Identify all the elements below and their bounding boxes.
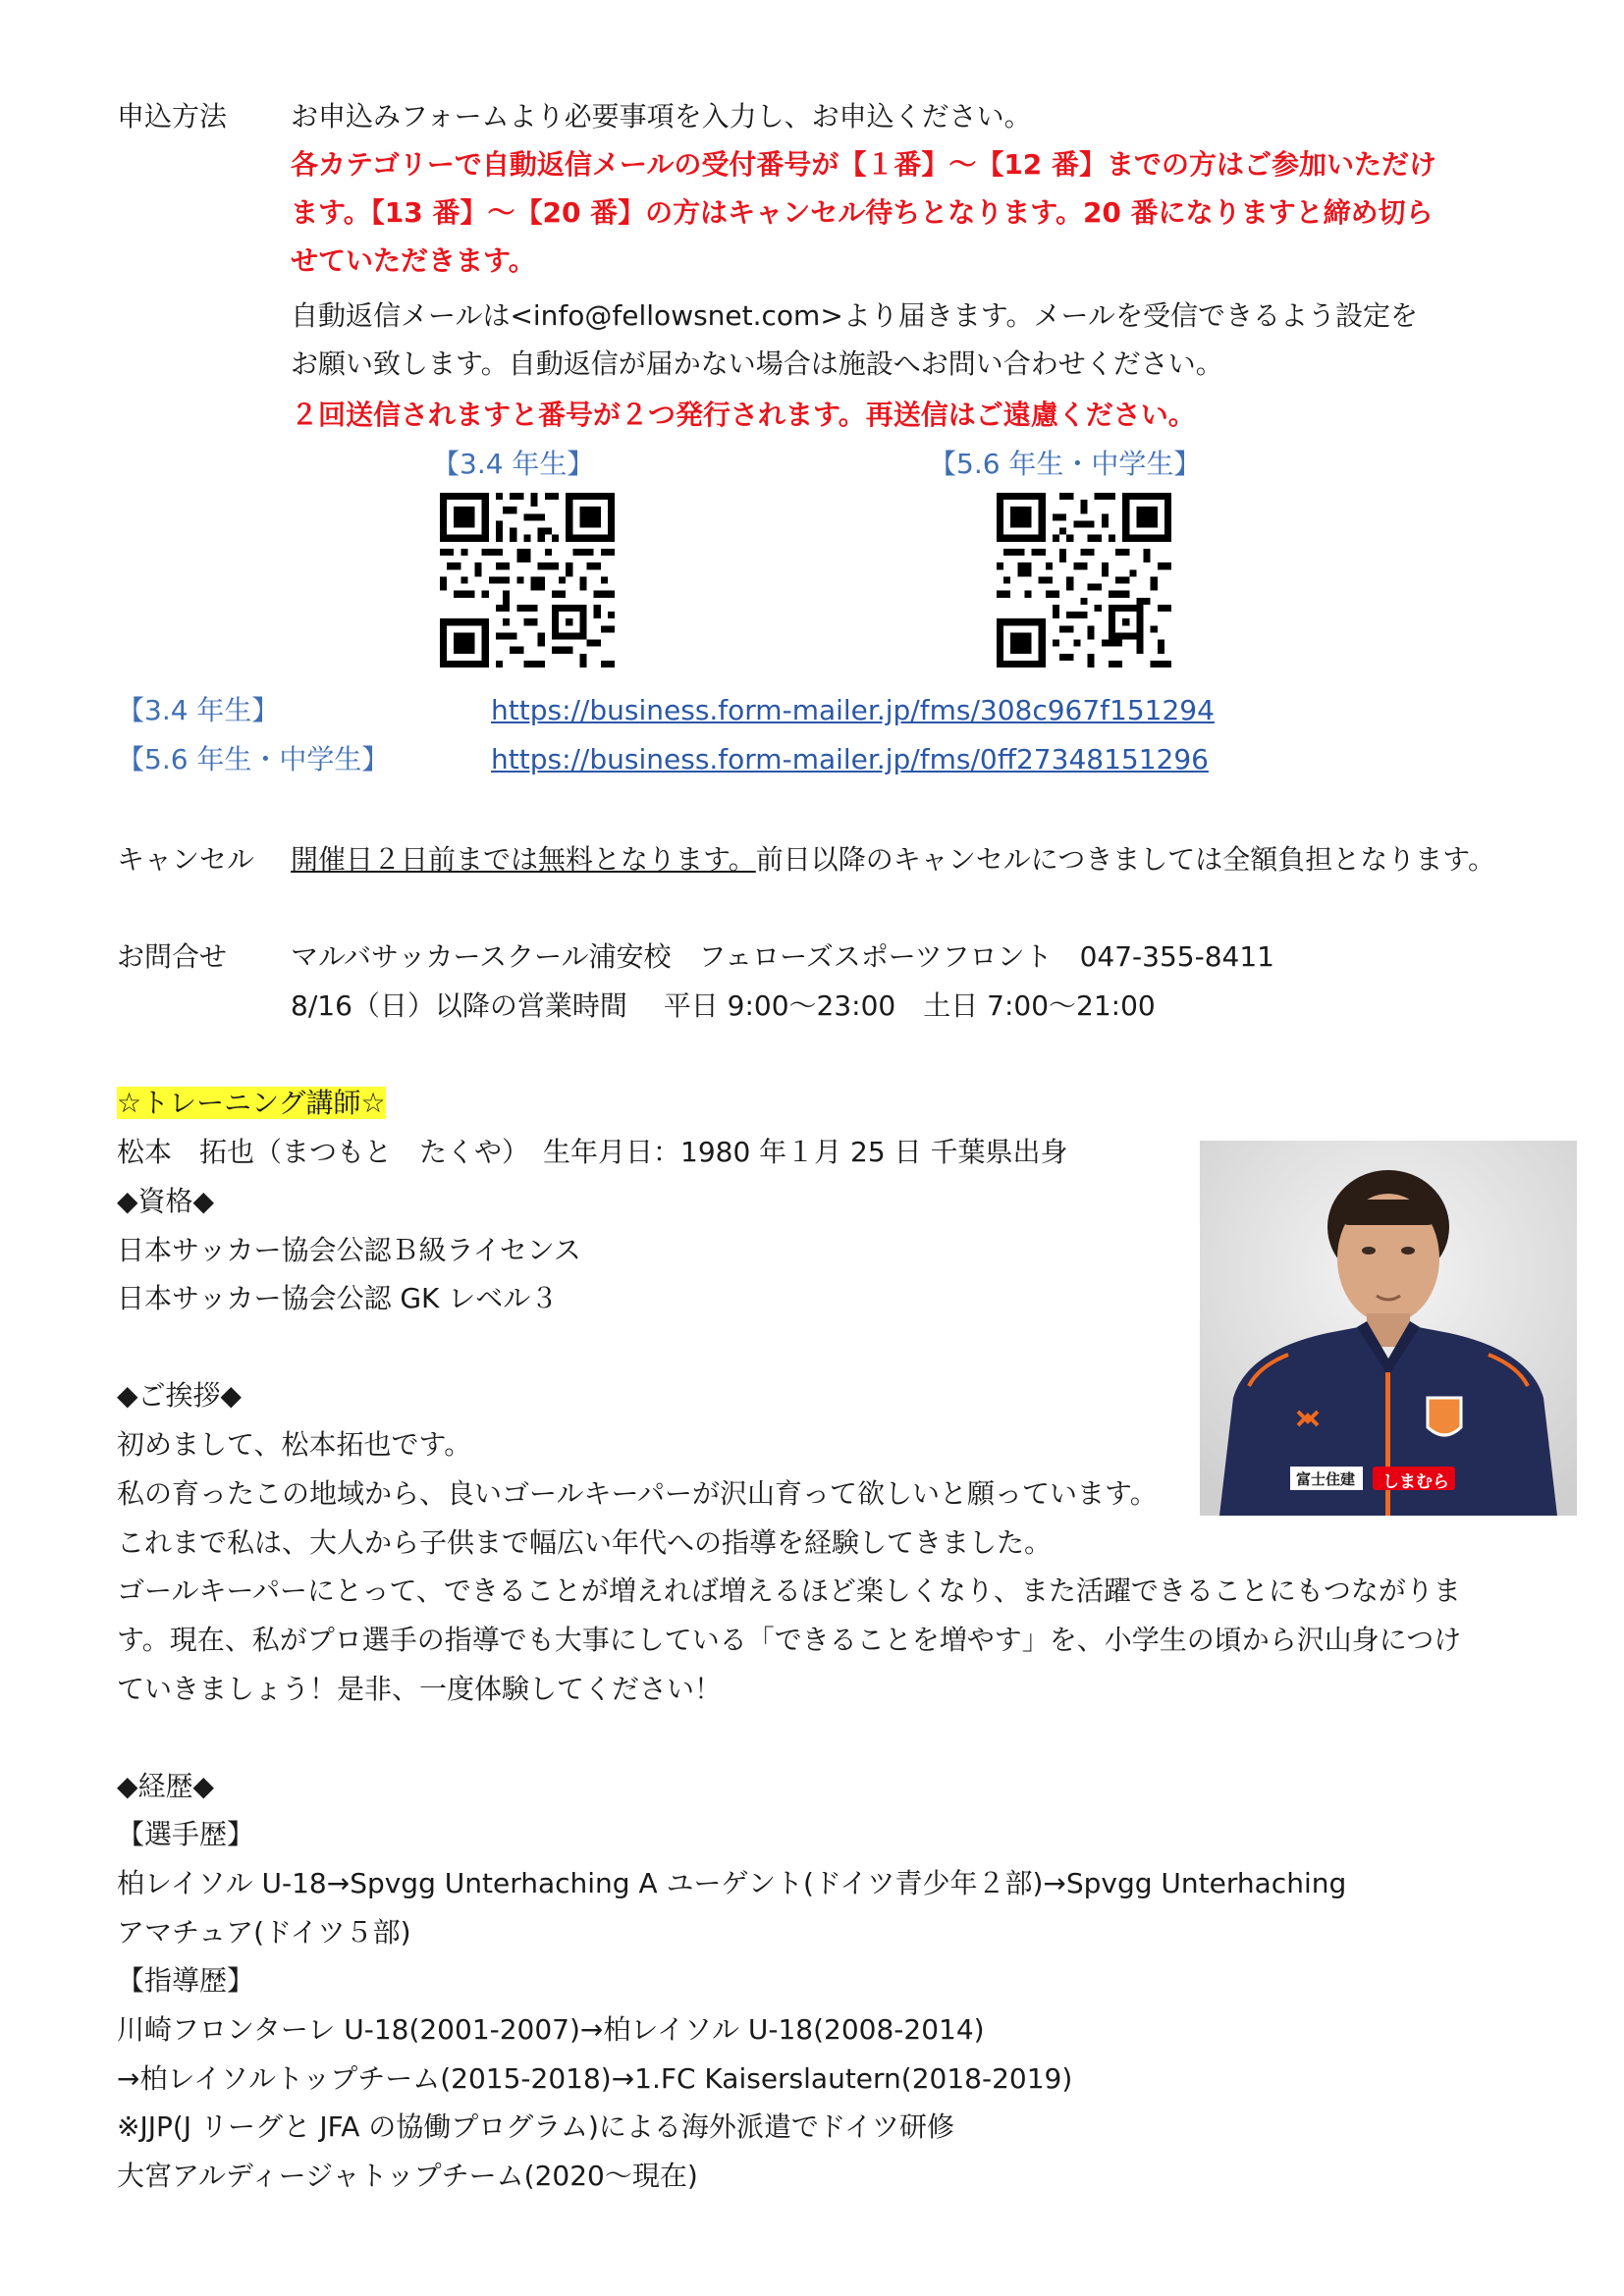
sponsor-patch-1: 富士住建 [1296,1470,1356,1488]
qr-code-34[interactable] [440,493,615,667]
qualification-2: 日本サッカー協会公認 GK レベル３ [117,1282,559,1314]
notice-line-2: ます。【13 番】～【20 番】の方はキャンセル待ちとなります。20 番になりますと締め切ら [291,196,1434,229]
greeting-line-3: これまで私は、大人から子供まで幅広い年代への指導を経験してきました。 [117,1526,1053,1559]
qualification-heading: ◆資格◆ [117,1185,215,1217]
link-label-34: 【3.4 年生】 [117,694,280,726]
qr-code-56[interactable] [997,493,1171,667]
form-link-34[interactable]: https://business.form-mailer.jp/fms/308c967f151294 [491,694,1215,726]
trainer-photo [1200,1141,1577,1516]
cancel-policy [291,843,1495,877]
contact-line-1: マルバサッカースクール浦安校 フェローズスポーツフロント 047-355-8411 [291,940,1274,973]
greeting-line-1: 初めまして、松本拓也です。 [117,1428,472,1461]
greeting-line-2: 私の育ったこの地域から、良いゴールキーパーが沢山育って欲しいと願っています。 [117,1477,1158,1510]
application-instruction: お申込みフォームより必要事項を入力し、お申込ください。 [291,100,1032,133]
player-career-line-1: 柏レイソル U-18→Spvgg Unterhaching A ユーゲント(ドイツ青少年２部)→Spvgg Unterhaching [117,1867,1347,1899]
coach-career-line-2: →柏レイソルトップチーム(2015-2018)→1.FC Kaiserslautern(2018-2019) [117,2062,1073,2095]
career-heading: ◆経歴◆ [117,1770,215,1802]
coach-career-line-1: 川崎フロンターレ U-18(2001-2007)→柏レイソル U-18(2008-2014) [117,2013,985,2046]
trainer-heading [117,1087,386,1120]
greeting-line-6: ていきましょう！是非、一度体験してください！ [117,1673,723,1705]
qr-pattern-34 [440,493,615,667]
coach-career-heading: 【指導歴】 [117,1964,255,1997]
greeting-line-4: ゴールキーパーにとって、できることが増えれば増えるほど楽しくなり、また活躍できることにもつながりま [117,1575,1461,1607]
contact-hours: 8/16（日）以降の営業時間 平日 9:00～23:00 土日 7:00～21:00 [291,989,1156,1022]
greeting-line-5: す。現在、私がプロ選手の指導でも大事にしている「できることを増やす」を、小学生の頃から沢山身につけ [117,1624,1462,1656]
link-label-56: 【5.6 年生・中学生】 [117,743,390,775]
cancel-fee-rule: 前日以降のキャンセルにつきましては全額負担となります。 [755,843,1495,876]
player-career-line-2: アマチュア(ドイツ５部) [117,1916,411,1949]
cancel-label: キャンセル [117,843,255,876]
qr-label-56: 【5.6 年生・中学生】 [929,448,1202,480]
auto-reply-line-1: 自動返信メールは<info@fellowsnet.com>より届きます。メールを受信できるよう設定を [291,299,1418,332]
trainer-profile: 松本 拓也（まつもと たくや） 生年月日：1980 年１月 25 日 千葉県出身 [117,1136,1068,1168]
qr-pattern-56 [997,493,1171,667]
application-label: 申込方法 [117,100,228,133]
auto-reply-line-2: お願い致します。自動返信が届かない場合は施設へお問い合わせください。 [291,347,1223,380]
notice-line-1: 各カテゴリーで自動返信メールの受付番号が【１番】～【12 番】までの方はご参加いただけ [291,148,1437,181]
trainer-heading-text: ☆トレーニング講師☆ [117,1087,386,1119]
form-link-56[interactable]: https://business.form-mailer.jp/fms/0ff27348151296 [491,743,1209,775]
cancel-free-period: 開催日２日前までは無料となります。 [291,843,756,876]
resend-warning: ２回送信されますと番号が２つ発行されます。再送信はご遠慮ください。 [291,399,1196,431]
qualification-1: 日本サッカー協会公認Ｂ級ライセンス [117,1234,581,1266]
coach-career-line-4: 大宮アルディージャトップチーム(2020～現在) [117,2160,698,2192]
notice-line-3: せていただきます。 [291,244,536,277]
qr-label-34: 【3.4 年生】 [432,448,595,480]
sponsor-patch-2: しまむら [1382,1472,1449,1492]
greeting-heading: ◆ご挨拶◆ [117,1379,243,1412]
player-career-heading: 【選手歴】 [117,1818,255,1850]
coach-career-line-3: ※JJP(J リーグと JFA の協働プログラム)による海外派遣でドイツ研修 [117,2110,954,2143]
trainer-portrait-illustration [1200,1141,1577,1516]
contact-label: お問合せ [117,940,228,973]
